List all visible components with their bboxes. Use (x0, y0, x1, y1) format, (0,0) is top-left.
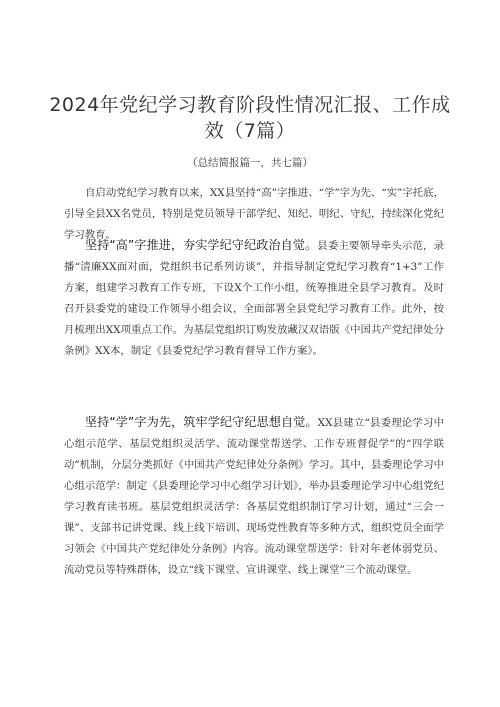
intro-paragraph: 自启动党纪学习教育以来，XX县坚持“高”字推进、“学”字为先、“实”字托底，引导全县XX名党员，特别是党员领导干部学纪、知纪、明纪、守纪，持续深化党纪学习教育。 (64, 187, 444, 241)
section-1-body: 县委主要领导牵头示范，录播“清廉XX面对面，党组织书记系列访谈”，并指导制定党纪学习教育“1+3”工作方案，组建学习教育工作专班，下设X个工作小组，统筹推进全县学习教育。及时召开县委党的建设工作领导小组会议，全面部署全县党纪学习教育工作。此外，按月梳理出XX项重点工作。为基层党组织订购发放藏汉双语版《中国共产党纪律处分条例》XX本，制定《县委党纪学习教育督导工作方案》。 (64, 240, 445, 357)
page-subtitle: （总结简报篇一，共七篇） (187, 157, 313, 169)
page-title: 2024年党纪学习教育阶段性情况汇报、工作成效（7篇） (49, 94, 451, 142)
section-2-body: XX县建立“县委理论学习中心组示范学、基层党组织灵活学、流动课堂帮送学、工作专班督促学”的“四学联动”机制，分层分类抓好《中国共产党纪律处分条例》学习。其中，县委理论学习中心组示范学：制定《县委理论学习中心组学习计划》，举办县委理论学习中心组党纪学习教育读书班。基层党组织灵活学：各基层党组织制订学习计划，通过“三会一课”、支部书记讲党课、线上线下培训、现场党性教育等多种方式，组织党员全面学习领会《中国共产党纪律处分条例》内容。流动课堂帮送学：针对年老体弱党员、流动党员等特殊群体，设立“线下课堂、宣讲课堂、线上课堂”三个流动课堂。 (64, 417, 445, 576)
section-1-paragraph (64, 235, 444, 362)
section-1-heading: 坚持“高”字推进，夯实学纪守纪政治自觉。 (85, 238, 318, 252)
section-2-heading: 坚持“学”字为先，筑牢学纪守纪思想自觉。 (85, 415, 318, 429)
section-2-paragraph (64, 412, 444, 581)
